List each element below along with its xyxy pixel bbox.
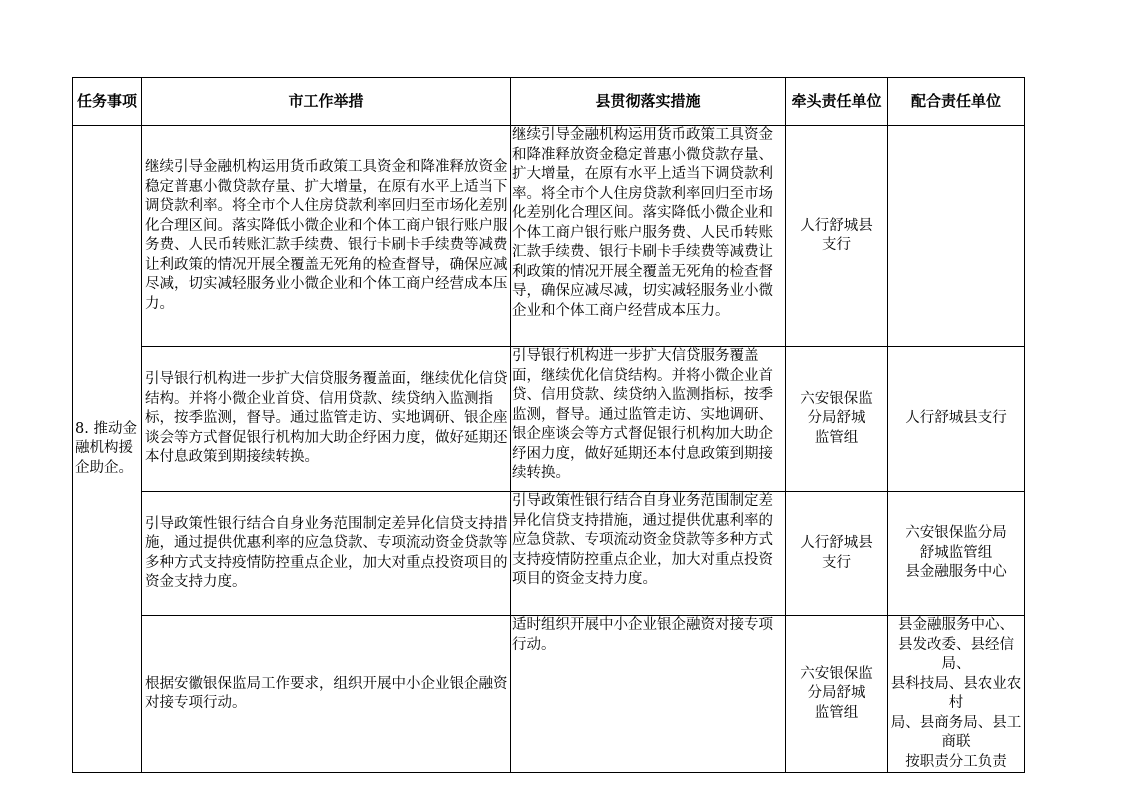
lead-unit-cell: 人行舒城县 支行 [786,492,888,616]
task-cell: 8. 推动金融机构援企助企。 [73,126,142,773]
lead-unit-cell: 人行舒城县 支行 [786,126,888,347]
table-row [73,347,1025,492]
table-row [73,616,1025,773]
lead-unit-cell: 六安银保监 分局舒城 监管组 [786,616,888,773]
city-measure-cell: 引导政策性银行结合自身业务范围制定差异化信贷支持措施，通过提供优惠利率的应急贷款、专项流动资金贷款等多种方式支持疫情防控重点企业，加大对重点投资项目的资金支持力度。 [142,492,511,616]
county-measure-cell: 继续引导金融机构运用货币政策工具资金和降准释放资金稳定普惠小微贷款存量、扩大增量，在原有水平上适当下调贷款利率。将全市个人住房贷款利率回归至市场化差别化合理区间。落实降低小微企业和个体工商户银行账户服务费、人民币转账汇款手续费、银行卡刷卡手续费等减费让利政策的情况开展全覆盖无死角的检查督导，确保应减尽减，切实减轻服务业小微企业和个体工商户经营成本压力。 [511,126,786,347]
header-row [73,78,1025,126]
city-measure-cell: 继续引导金融机构运用货币政策工具资金和降准释放资金稳定普惠小微贷款存量、扩大增量，在原有水平上适当下调贷款利率。将全市个人住房贷款利率回归至市场化差别化合理区间。落实降低小微企业和个体工商户银行账户服务费、人民币转账汇款手续费、银行卡刷卡手续费等减费让利政策的情况开展全覆盖无死角的检查督导，确保应减尽减，切实减轻服务业小微企业和个体工商户经营成本压力。 [142,126,511,347]
table-row [73,492,1025,616]
support-unit-cell [888,126,1025,347]
county-measure-cell: 适时组织开展中小企业银企融资对接专项行动。 [511,616,786,773]
city-measure-cell: 根据安徽银保监局工作要求，组织开展中小企业银企融资对接专项行动。 [142,616,511,773]
header-task: 任务事项 [73,78,142,126]
county-measure-cell: 引导银行机构进一步扩大信贷服务覆盖面，继续优化信贷结构。并将小微企业首贷、信用贷款、续贷纳入监测指标，按季监测，督导。通过监管走访、实地调研、银企座谈会等方式督促银行机构加大助企纾困力度，做好延期还本付息政策到期接续转换。 [511,347,786,492]
city-measure-cell: 引导银行机构进一步扩大信贷服务覆盖面，继续优化信贷结构。并将小微企业首贷、信用贷款、续贷纳入监测指标，按季监测，督导。通过监管走访、实地调研、银企座谈会等方式督促银行机构加大助企纾困力度，做好延期还本付息政策到期接续转换。 [142,347,511,492]
support-unit-cell: 县金融服务中心、 县发改委、县经信局、 县科技局、县农业农村 局、县商务局、县工商联 按职责分工负责 [888,616,1025,773]
table-row [73,126,1025,347]
lead-unit-cell: 六安银保监 分局舒城 监管组 [786,347,888,492]
measures-table [72,77,1025,773]
header-county-measures: 县贯彻落实措施 [511,78,786,126]
support-unit-cell: 人行舒城县支行 [888,347,1025,492]
support-unit-cell: 六安银保监分局 舒城监管组 县金融服务中心 [888,492,1025,616]
header-support-unit: 配合责任单位 [888,78,1025,126]
header-lead-unit: 牵头责任单位 [786,78,888,126]
county-measure-cell: 引导政策性银行结合自身业务范围制定差异化信贷支持措施，通过提供优惠利率的应急贷款、专项流动资金贷款等多种方式支持疫情防控重点企业，加大对重点投资项目的资金支持力度。 [511,492,786,616]
header-city-measures: 市工作举措 [142,78,511,126]
